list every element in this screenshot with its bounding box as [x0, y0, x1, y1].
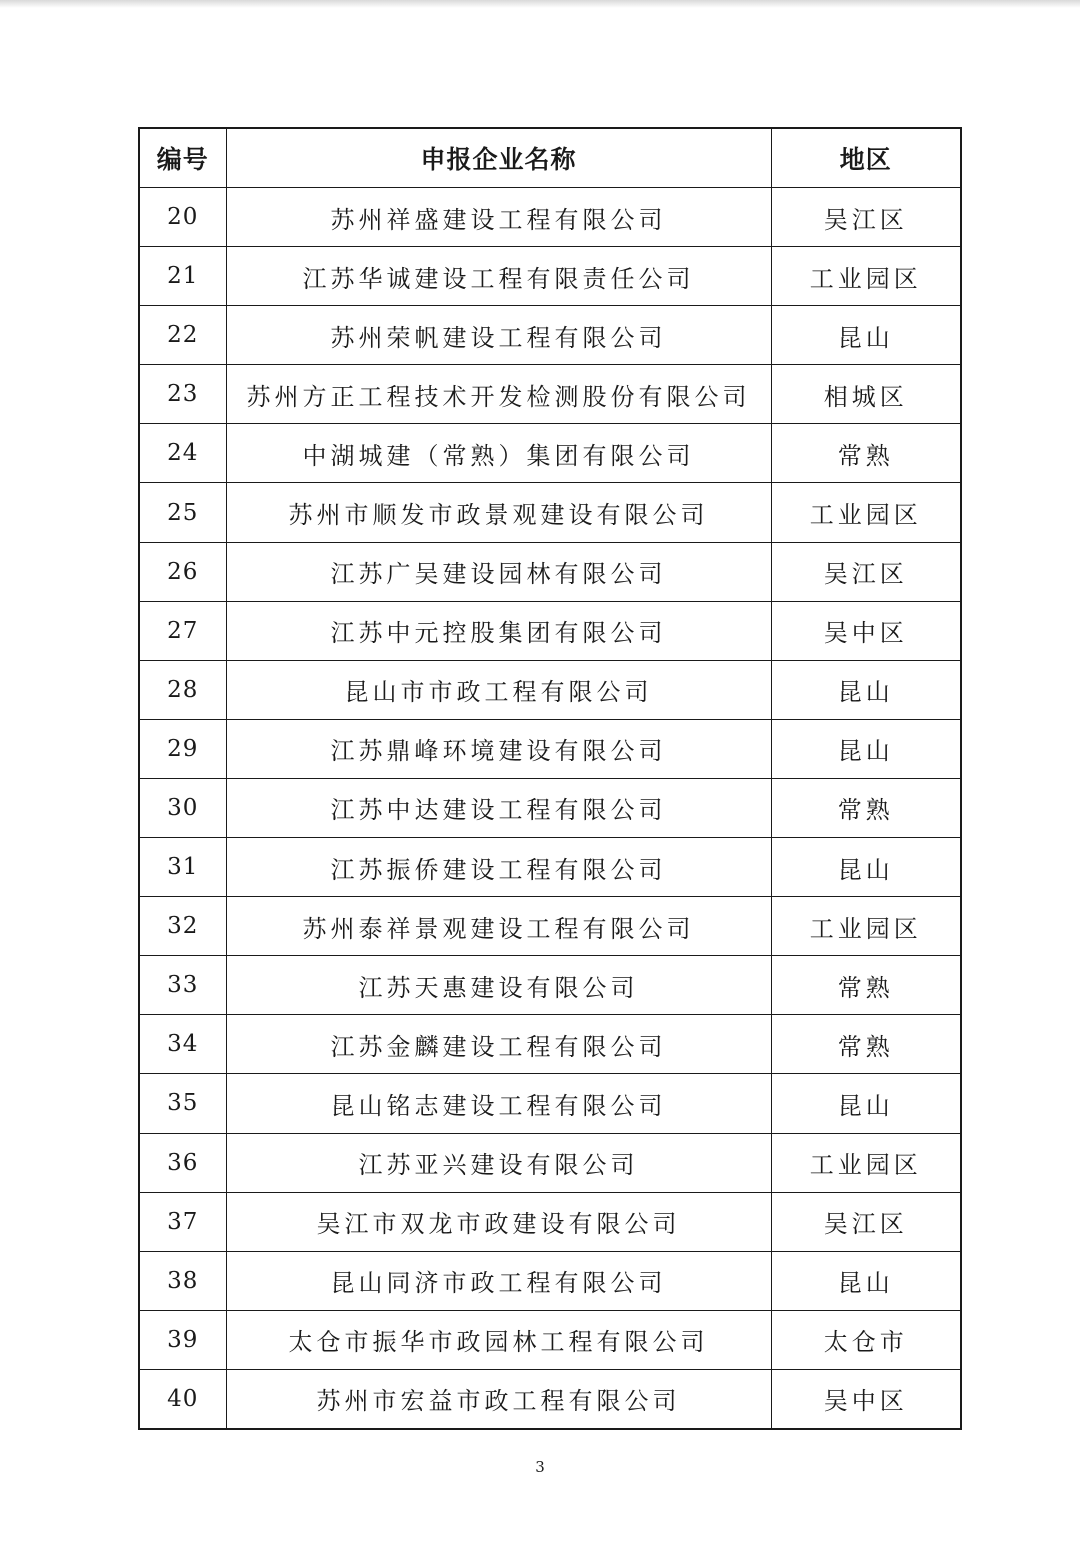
row-number: 24: [139, 424, 226, 483]
table-row: [139, 778, 961, 837]
row-number: 36: [139, 1133, 226, 1192]
company-name: 江苏亚兴建设有限公司: [226, 1133, 771, 1192]
table-row: [139, 660, 961, 719]
row-number: 28: [139, 660, 226, 719]
region: 工业园区: [771, 897, 961, 956]
header-row: [139, 128, 961, 188]
region: 吴江区: [771, 188, 961, 247]
table-row: [139, 306, 961, 365]
company-name: 江苏金麟建设工程有限公司: [226, 1015, 771, 1074]
row-number: 35: [139, 1074, 226, 1133]
region: 吴江区: [771, 1192, 961, 1251]
region: 工业园区: [771, 247, 961, 306]
company-name: 苏州市宏益市政工程有限公司: [226, 1369, 771, 1429]
company-name: 苏州祥盛建设工程有限公司: [226, 188, 771, 247]
header-region: 地区: [771, 128, 961, 188]
region: 工业园区: [771, 1133, 961, 1192]
table-row: [139, 365, 961, 424]
company-name: 昆山同济市政工程有限公司: [226, 1251, 771, 1310]
region: 昆山: [771, 306, 961, 365]
region: 昆山: [771, 838, 961, 897]
table-header: [139, 128, 961, 188]
company-name: 江苏天惠建设有限公司: [226, 956, 771, 1015]
table-row: [139, 601, 961, 660]
company-name: 苏州荣帆建设工程有限公司: [226, 306, 771, 365]
region: 昆山: [771, 660, 961, 719]
company-name: 中湖城建（常熟）集团有限公司: [226, 424, 771, 483]
company-name: 江苏鼎峰环境建设有限公司: [226, 719, 771, 778]
region: 常熟: [771, 956, 961, 1015]
company-name: 吴江市双龙市政建设有限公司: [226, 1192, 771, 1251]
row-number: 27: [139, 601, 226, 660]
company-name: 昆山市市政工程有限公司: [226, 660, 771, 719]
table-row: [139, 188, 961, 247]
region: 吴中区: [771, 1369, 961, 1429]
table-row: [139, 542, 961, 601]
scan-top-edge: [0, 0, 1080, 8]
row-number: 30: [139, 778, 226, 837]
region: 昆山: [771, 719, 961, 778]
page-number: 3: [535, 1458, 545, 1476]
table-row: [139, 1015, 961, 1074]
table-row: [139, 1369, 961, 1429]
row-number: 22: [139, 306, 226, 365]
row-number: 33: [139, 956, 226, 1015]
region: 昆山: [771, 1251, 961, 1310]
company-name: 苏州市顺发市政景观建设有限公司: [226, 483, 771, 542]
region: 太仓市: [771, 1310, 961, 1369]
company-name: 江苏振侨建设工程有限公司: [226, 838, 771, 897]
company-name: 江苏华诚建设工程有限责任公司: [226, 247, 771, 306]
row-number: 34: [139, 1015, 226, 1074]
region: 常熟: [771, 424, 961, 483]
row-number: 37: [139, 1192, 226, 1251]
table-row: [139, 1133, 961, 1192]
header-number: 编号: [139, 128, 226, 188]
row-number: 40: [139, 1369, 226, 1429]
row-number: 25: [139, 483, 226, 542]
row-number: 32: [139, 897, 226, 956]
company-name: 江苏广吴建设园林有限公司: [226, 542, 771, 601]
company-list-table: [138, 127, 962, 1430]
row-number: 39: [139, 1310, 226, 1369]
region: 常熟: [771, 778, 961, 837]
header-company-name: 申报企业名称: [226, 128, 771, 188]
table-row: [139, 956, 961, 1015]
table-row: [139, 1310, 961, 1369]
row-number: 20: [139, 188, 226, 247]
company-name: 苏州方正工程技术开发检测股份有限公司: [226, 365, 771, 424]
row-number: 29: [139, 719, 226, 778]
company-name: 江苏中元控股集团有限公司: [226, 601, 771, 660]
table-row: [139, 1251, 961, 1310]
region: 昆山: [771, 1074, 961, 1133]
region: 常熟: [771, 1015, 961, 1074]
region: 相城区: [771, 365, 961, 424]
company-name: 江苏中达建设工程有限公司: [226, 778, 771, 837]
table-row: [139, 1192, 961, 1251]
table-row: [139, 897, 961, 956]
table-row: [139, 838, 961, 897]
table-body: [139, 188, 961, 1429]
row-number: 31: [139, 838, 226, 897]
table-row: [139, 424, 961, 483]
row-number: 26: [139, 542, 226, 601]
table-row: [139, 719, 961, 778]
company-name: 太仓市振华市政园林工程有限公司: [226, 1310, 771, 1369]
table-row: [139, 483, 961, 542]
row-number: 38: [139, 1251, 226, 1310]
row-number: 23: [139, 365, 226, 424]
region: 吴江区: [771, 542, 961, 601]
region: 吴中区: [771, 601, 961, 660]
table-row: [139, 247, 961, 306]
company-name: 苏州泰祥景观建设工程有限公司: [226, 897, 771, 956]
company-name: 昆山铭志建设工程有限公司: [226, 1074, 771, 1133]
row-number: 21: [139, 247, 226, 306]
region: 工业园区: [771, 483, 961, 542]
table-row: [139, 1074, 961, 1133]
